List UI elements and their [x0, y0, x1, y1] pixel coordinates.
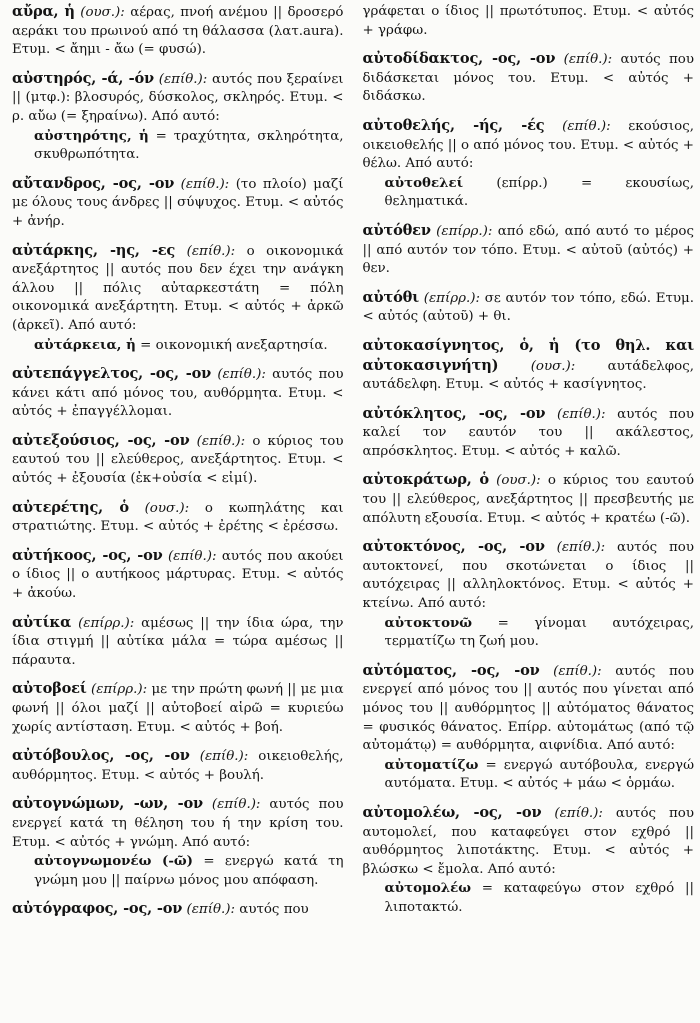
sub-entry-headword: αὐτομολέω	[384, 880, 472, 897]
sub-entry-headword: αὐτογνωμονέω (-ῶ)	[34, 853, 194, 870]
entry-headword: αὐτοβοεί	[12, 680, 87, 698]
entry-part-of-speech: (επίθ.):	[196, 433, 246, 449]
entry-part-of-speech: (επίθ.):	[556, 540, 606, 556]
sub-entry	[385, 756, 695, 794]
entry-part-of-speech: (ουσ.):	[496, 473, 541, 489]
sub-entry-definition: = ενεργώ κατά τη γνώμη μου || παίρνω μόνος μου απόφαση.	[34, 854, 344, 888]
entry-part-of-speech: (επίθ.):	[563, 52, 613, 68]
entry-headword: αὐτόθεν	[362, 221, 431, 239]
entry-headword: αὐτεπάγγελτος, -ος, -ον	[12, 365, 212, 383]
dictionary-entry	[12, 365, 344, 422]
entry-headword: αὐτόματος, -ος, -ον	[362, 661, 540, 679]
dictionary-entry	[12, 432, 344, 489]
entry-definition: (το πλοίο) μαζί με όλους τους άνδρες || σύψυχος. Ετυμ. < αὐτός + ἀνήρ.	[12, 176, 344, 229]
entry-definition: ο οικονομικά ανεξάρτητος || αυτός που δεν έχει την ανάγκη άλλου || πόλις αὐταρκεστάτη = πόλη οικονομικά ανεξάρτητη. Ετυμ. < αὐτός + ἀρκῶ (ἀρκεῖ). Από αυτό:	[12, 243, 344, 333]
entry-headword: αὐτοκτόνος, -ος, -ον	[362, 538, 545, 556]
dictionary-entry	[12, 3, 344, 60]
entry-part-of-speech: (ουσ.):	[144, 500, 190, 516]
dictionary-entry	[12, 747, 344, 785]
entry-definition: από εδώ, από αυτό το μέρος || από αυτόν τον τόπο. Ετυμ. < αὐτοῦ (αὐτός) + θεν.	[362, 223, 694, 277]
dictionary-entry	[363, 662, 695, 794]
entry-headword: αὐστηρός, -ά, -όν	[12, 69, 154, 87]
entry-headword: αὐτοκράτωρ, ὁ	[362, 471, 489, 489]
entry-definition: αυτός που ενεργεί από μόνος του || αυτός που γίνεται από μόνος του || αυθόρμητος || αὐτόματος θάνατος = φυσικός θάνατος. Επίρρ. αὐτομάτως (από τῷ αὐτομάτῳ) = αυθόρμητα, αιφνίδια. Από αυτό:	[362, 663, 694, 754]
entry-definition: αυτός που ακούει ο ίδιος || ο αυτήκοος μάρτυρας. Ετυμ. < αὐτός + ἀκούω.	[12, 548, 344, 602]
entry-definition: ο κύριος του εαυτού του || ελεύθερος, ανεξάρτητος || πρεσβευτής με απόλυτη εξουσία. Ετυμ. < αὐτός + κρατέω (-ῶ).	[362, 473, 694, 526]
sub-entry	[34, 336, 344, 356]
entry-definition: εκούσιος, οικειοθελής || ο από μόνος του. Ετυμ. < αὐτός + θέλω. Από αυτό:	[362, 118, 694, 172]
entry-headword: αὐτάρκης, -ης, -ες	[12, 241, 176, 259]
dictionary-entry	[12, 499, 344, 537]
entry-part-of-speech: (επίθ.):	[217, 367, 266, 383]
dictionary-entry	[12, 900, 344, 920]
dictionary-entry	[363, 538, 695, 652]
entry-definition: αυτός που ενεργεί κατά τη θέληση του ή την κρίση του. Ετυμ. < αὐτός + γνώμη. Από αυτό:	[12, 797, 344, 850]
sub-entry	[34, 127, 344, 165]
entry-part-of-speech: (επίθ.):	[557, 406, 606, 422]
sub-entry	[385, 879, 695, 917]
entry-definition: αυτός που κάνει κάτι από μόνος του, αυθόρμητα. Ετυμ. < αὐτός + ἐπαγγέλλομαι.	[12, 367, 344, 420]
right-column	[363, 3, 695, 1023]
dictionary-entry	[12, 680, 344, 737]
dictionary-entry	[363, 337, 695, 395]
sub-entry-definition: = ενεργώ αυτόβουλα, ενεργώ αυτόματα. Ετυμ. < αὐτός + μάω < ὁρμάω.	[384, 757, 694, 792]
entry-headword: αὐτοθελής, -ής, -ές	[362, 116, 545, 134]
sub-entry-definition: = οικονομική ανεξαρτησία.	[140, 337, 328, 353]
entry-definition: αυτάδελφος, αυτάδελφη. Ετυμ. < αὐτός + κασίγνητος.	[362, 358, 694, 393]
entry-definition: αυτός που καλεί τον εαυτόν του || ακάλεστος, απρόσκλητος. Ετυμ. < αὐτός + καλῶ.	[362, 406, 694, 459]
sub-entry-definition: (επίρρ.) = εκουσίως, θεληματικά.	[384, 175, 694, 210]
dictionary-entry	[12, 175, 344, 232]
entry-part-of-speech: (επίθ.):	[199, 749, 249, 765]
entry-definition: ο κωπηλάτης και στρατιώτης. Ετυμ. < αὐτός + ἐρέτης < ἐρέσσω.	[12, 500, 344, 535]
entry-definition: αυτός που αυτομολεί, που καταφεύγει στον εχθρό || αυθόρμητος λιποτάκτης. Ετυμ. < αὐτός + βλώσκω < ἔμολα. Από αυτό:	[362, 805, 694, 877]
dictionary-entry	[363, 222, 695, 279]
dictionary-entry	[363, 117, 695, 212]
dictionary-entry	[363, 471, 695, 528]
entry-headword: αὐτερέτης, ὁ	[12, 498, 129, 516]
left-column	[12, 3, 344, 1023]
dictionary-entry	[363, 405, 695, 462]
entry-headword: αὐτόγραφος, -ος, -ον	[12, 900, 183, 918]
dictionary-entry	[12, 547, 344, 604]
entry-part-of-speech: (επίθ.):	[167, 548, 217, 564]
entry-definition: αυτός που ξεραίνει || (μτφ.): βλοσυρός, δύσκολος, σκληρός. Ετυμ. < ρ. αὔω (= ξηραίνω). Από αυτό:	[12, 71, 344, 124]
dictionary-entry	[363, 3, 695, 40]
entry-part-of-speech: (επίθ.):	[158, 71, 208, 87]
entry-part-of-speech: (επίθ.):	[211, 797, 261, 813]
sub-entry-headword: αὐτοματίζω	[384, 756, 479, 773]
entry-headword: αὐτεξούσιος, -ος, -ον	[12, 431, 190, 449]
entry-part-of-speech: (επίθ.):	[553, 663, 602, 679]
entry-part-of-speech: (επίρρ.):	[423, 290, 480, 306]
entry-part-of-speech: (επίθ.):	[186, 243, 236, 259]
dictionary-entry	[12, 242, 344, 356]
sub-entry	[385, 174, 695, 212]
entry-part-of-speech: (ουσ.):	[530, 358, 576, 374]
sub-entry-headword: αὐτοκτονῶ	[384, 614, 473, 631]
dictionary-entry	[363, 50, 695, 107]
entry-headword: αὔτανδρος, -ος, -ον	[12, 174, 175, 192]
entry-headword: αὐτομολέω, -ος, -ον	[362, 803, 542, 821]
entry-headword: αὐτοδίδακτος, -ος, -ον	[362, 50, 556, 68]
dictionary-entry	[12, 795, 344, 890]
entry-definition: οικειοθελής, αυθόρμητος. Ετυμ. < αὐτός + βουλή.	[12, 749, 344, 783]
entry-part-of-speech: (επίρρ.):	[90, 682, 148, 698]
sub-entry-headword: αὐτοθελεί	[384, 174, 464, 191]
entry-headword: αὐτογνώμων, -ων, -ον	[12, 795, 203, 813]
entry-headword: αὐτόβουλος, -ος, -ον	[12, 747, 190, 765]
entry-headword: αὐτόθι	[362, 288, 420, 306]
entry-headword: αὐτοκασίγνητος, ὁ, ἡ (το θηλ. και αὐτοκασιγνήτη)	[362, 336, 694, 374]
entry-headword: αὐτίκα	[12, 613, 72, 631]
entry-definition: αυτός που	[239, 902, 309, 918]
entry-part-of-speech: (επίθ.):	[180, 176, 230, 192]
entry-definition: σε αυτόν τον τόπο, εδώ. Ετυμ. < αὐτός (αὐτοῦ) + θι.	[362, 290, 694, 325]
sub-entry-definition: = καταφεύγω στον εχθρό || λιποτακτώ.	[384, 881, 694, 915]
entry-headword: αὔρα, ἡ	[12, 3, 75, 20]
entry-definition: γράφεται ο ίδιος || πρωτότυπος. Ετυμ. < αὐτός + γράφω.	[362, 4, 694, 38]
entry-part-of-speech: (επίθ.):	[186, 902, 236, 918]
sub-entry-headword: αὐτάρκεια, ἡ	[34, 336, 136, 353]
sub-entry	[385, 614, 695, 652]
entry-definition: αέρας, πνοή ανέμου || δροσερό αεράκι του πρωινού από τη θάλασσα (λατ.aura). Ετυμ. < ἄημι - ἄω (= φυσώ).	[12, 5, 344, 58]
entry-headword: αὐτόκλητος, -ος, -ον	[362, 404, 546, 422]
entry-definition: με την πρώτη φωνή || με μια φωνή || όλοι μαζί || αὐτοβοεί αἱρῶ = κυριεύω χωρίς αντίσταση. Ετυμ. < αὐτός + βοή.	[12, 682, 344, 735]
entry-part-of-speech: (επίρρ.):	[436, 223, 493, 239]
dictionary-entry	[363, 289, 695, 327]
dictionary-entry	[12, 614, 344, 671]
sub-entry-headword: αὐστηρότης, ἡ	[34, 127, 149, 144]
entry-part-of-speech: (επίρρ.):	[78, 615, 135, 631]
entry-definition: ο κύριος του εαυτού του || ελεύθερος, ανεξάρτητος. Ετυμ. < αὐτός + ἐξουσία (ἐκ+οὐσία < εἰμί).	[12, 433, 344, 487]
dictionary-entry	[12, 70, 344, 165]
entry-part-of-speech: (ουσ.):	[80, 5, 125, 20]
entry-part-of-speech: (επίθ.):	[562, 118, 611, 134]
entry-definition: αυτός που αυτοκτονεί, που σκοτώνεται ο ίδιος || αυτόχειρας || αλληλοκτόνος. Ετυμ. < αὐτός + κτείνω. Από αυτό:	[362, 540, 694, 612]
entry-definition: αυτός που διδάσκεται μόνος του. Ετυμ. < αὐτός + διδάσκω.	[362, 52, 694, 105]
dictionary-entry	[363, 804, 695, 918]
sub-entry-definition: = γίνομαι αυτόχειρας, τερματίζω τη ζωή μου.	[384, 615, 694, 650]
sub-entry	[34, 852, 344, 890]
entry-definition: αμέσως || την ίδια ώρα, την ίδια στιγμή || αὐτίκα μάλα = τώρα αμέσως || πάραυτα.	[12, 615, 344, 668]
entry-part-of-speech: (επίθ.):	[554, 805, 603, 821]
sub-entry-definition: = τραχύτητα, σκληρότητα, σκυθρωπότητα.	[34, 128, 344, 163]
entry-headword: αὐτήκοος, -ος, -ον	[12, 546, 163, 564]
